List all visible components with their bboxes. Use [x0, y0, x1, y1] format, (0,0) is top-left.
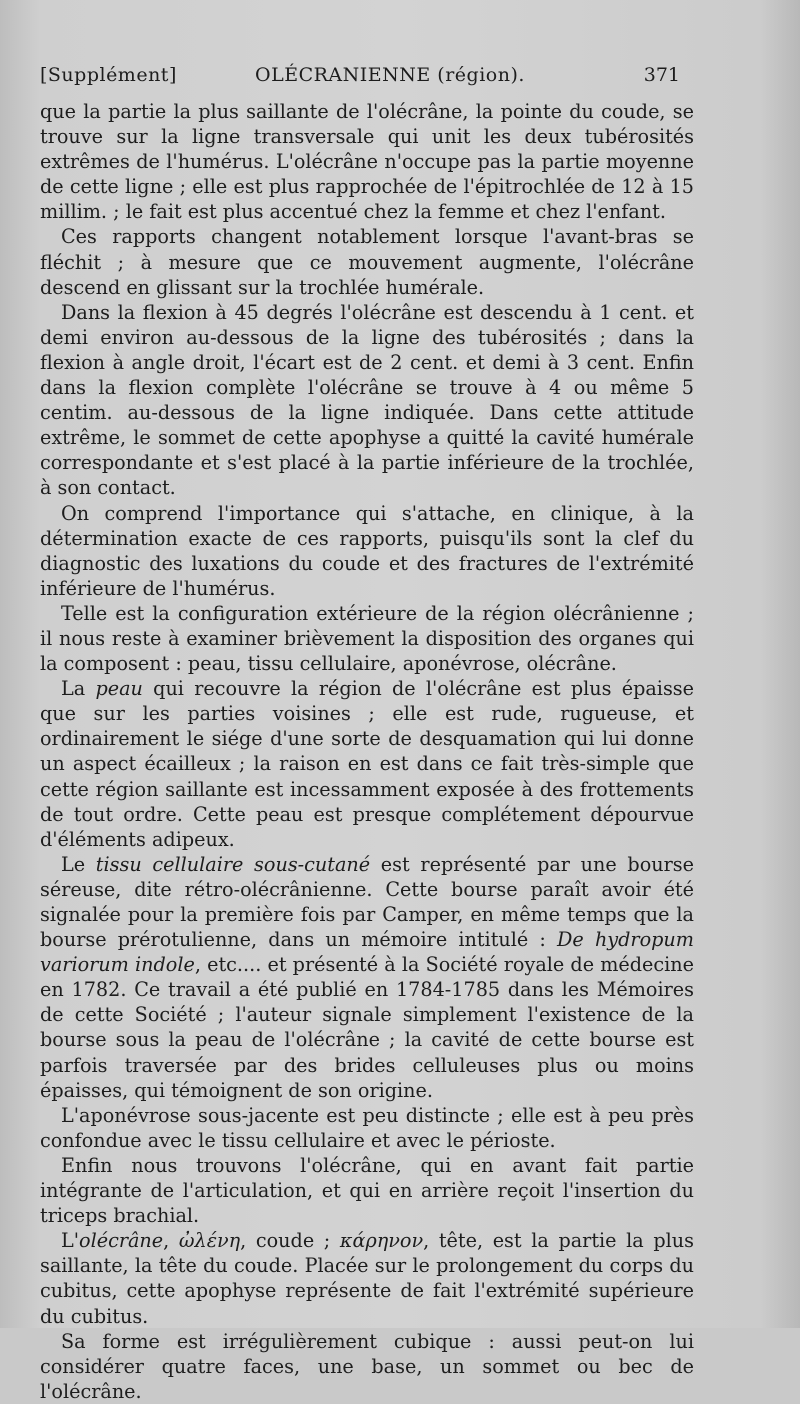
- paragraph: [40, 501, 694, 601]
- text-run: L': [61, 1229, 80, 1253]
- italic-term: De hydropum variorum indole: [40, 928, 694, 977]
- text-run: , tête, est la partie la plus saillante, la tête du coude. Placée sur le prolongement du corps du cubitus, cette apophyse représente de fait l'extrémité supérieure du cubitus.: [40, 1229, 694, 1328]
- paragraph: [40, 676, 694, 852]
- page-number: 371: [643, 64, 680, 86]
- header-title: OLÉCRANIENNE (région).: [255, 64, 525, 86]
- text-run: ,: [163, 1229, 179, 1253]
- running-header: [40, 64, 680, 94]
- text-run: Enfin nous trouvons l'olécrâne, qui en avant fait partie intégrante de l'articulation, et qui en arrière reçoit l'insertion du triceps brachial.: [40, 1153, 694, 1228]
- paragraph: [40, 1329, 694, 1404]
- text-run: L'aponévrose sous-jacente est peu distincte ; elle est à peu près confondue avec le tissu cellulaire et avec le périoste.: [40, 1103, 694, 1152]
- paragraph: [40, 1153, 694, 1228]
- paragraph: [40, 300, 694, 501]
- paragraph: [40, 852, 694, 1103]
- italic-term: olécrâne: [79, 1229, 164, 1253]
- text-run: Dans la flexion à 45 degrés l'olécrâne est descendu à 1 cent. et demi environ au-dessous de la ligne des tubérosités ; dans la flexion à angle droit, l'écart est de 2 cent. et demi à 3 cent. Enfin dans la flexion complète l'olécrâne se trouve à 4 ou même 5 centim. au-dessous de la ligne indiquée. Dans cette attitude extrême, le sommet de cette apophyse a quitté la cavité humérale correspondante et s'est placé à la partie inférieure de la trochlée, à son contact.: [40, 300, 694, 500]
- body-text: [40, 99, 694, 1404]
- paragraph: [40, 224, 694, 299]
- text-run: Ces rapports changent notablement lorsque l'avant-bras se fléchit ; à mesure que ce mouvement augmente, l'olécrâne descend en glissant sur la trochlée humérale.: [40, 225, 694, 299]
- text-run: On comprend l'importance qui s'attache, en clinique, à la détermination exacte de ces rapports, puisqu'ils sont la clef du diagnostic des luxations du coude et des fractures de l'extrémité inférieure de l'humérus.: [40, 501, 694, 600]
- text-run: que la partie la plus saillante de l'olécrâne, la pointe du coude, se trouve sur la ligne transversale qui unit les deux tubérosités extrêmes de l'humérus. L'olécrâne n'occupe pas la partie moyenne de cette ligne ; elle est plus rapprochée de l'épitrochlée de 12 à 15 millim. ; le fait est plus accentué chez la femme et chez l'enfant.: [40, 100, 694, 224]
- text-run: Le: [61, 852, 96, 876]
- text-run: La: [61, 677, 96, 701]
- italic-term: tissu cellulaire sous-cutané: [95, 852, 371, 876]
- italic-term: ὠλένη: [178, 1229, 241, 1253]
- text-run: Sa forme est irrégulièrement cubique : aussi peut-on lui considérer quatre faces, une base, un sommet ou bec de l'olécrâne.: [40, 1329, 694, 1403]
- italic-term: κάρηνον: [339, 1229, 424, 1253]
- text-run: Telle est la configuration extérieure de la région olécrânienne ; il nous reste à examiner brièvement la disposition des organes qui la composent : peau, tissu cellulaire, aponévrose, olécrâne.: [40, 601, 694, 676]
- header-section-label: [Supplément]: [40, 64, 177, 86]
- text-run: est représenté par une bourse séreuse, dite rétro-olécrânienne. Cette bourse paraît avoir été signalée pour la première fois par Camper, en même temps que la bourse prérotulienne, dans un mémoire intitulé :: [40, 852, 694, 952]
- paragraph: [40, 1103, 694, 1153]
- paragraph: [40, 99, 694, 224]
- paragraph: [40, 1228, 694, 1328]
- text-run: qui recouvre la région de l'olécrâne est plus épaisse que sur les parties voisines ; elle est rude, rugueuse, et ordinairement le siége d'une sorte de desquamation qui lui donne un aspect écailleux ; la raison en est dans ce fait très-simple que cette région saillante est incessamment exposée à des frottements de tout ordre. Cette peau est presque complétement dépourvue d'éléments adipeux.: [40, 677, 694, 851]
- italic-term: peau: [95, 677, 143, 701]
- paragraph: [40, 601, 694, 676]
- text-run: , coude ;: [240, 1229, 340, 1253]
- text-run: , etc.... et présenté à la Société royale de médecine en 1782. Ce travail a été publié en 1784-1785 dans les Mémoires de cette Société ; l'auteur signale simplement l'existence de la bourse sous la peau de l'olécrâne ; la cavité de cette bourse est parfois traversée par des brides celluleuses plus ou moins épaisses, qui témoignent de son origine.: [40, 953, 694, 1102]
